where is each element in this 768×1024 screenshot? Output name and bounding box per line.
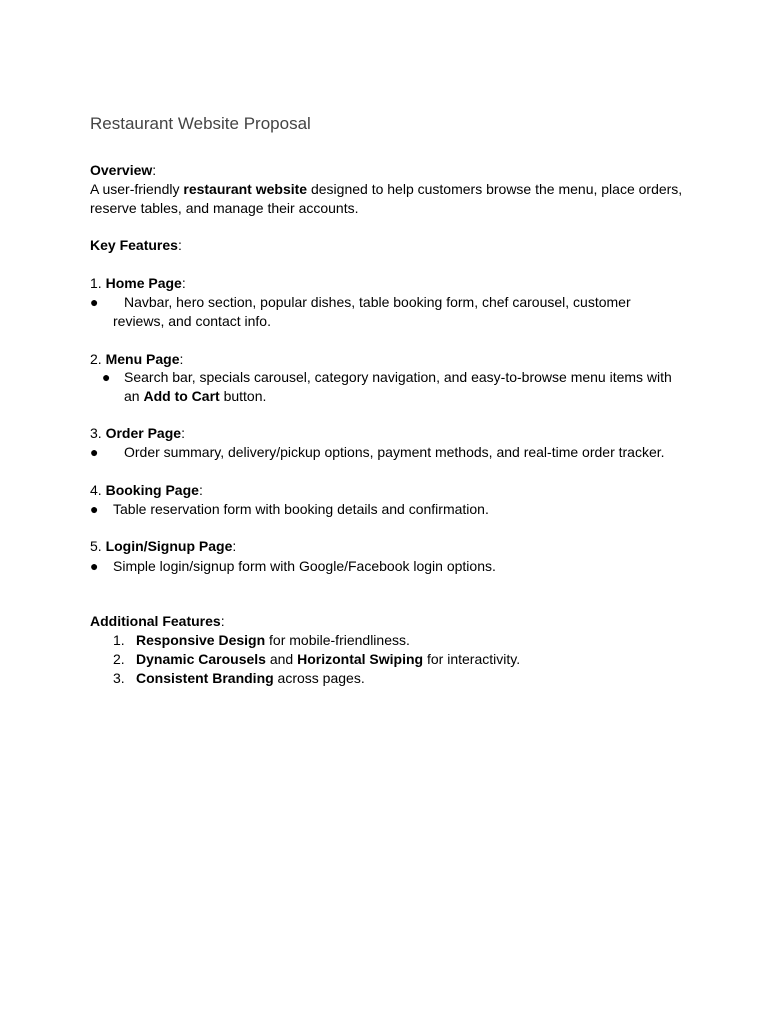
menu-page-desc-text: an [124,388,144,404]
section-name: Login/Signup Page [105,538,233,554]
home-page-desc-line-1: Navbar, hero section, popular dishes, table booking form, chef carousel, customer [124,294,631,310]
section-number: 4. [90,482,106,498]
additional-item-text: for interactivity. [423,651,521,667]
additional-item-text: across pages. [273,670,365,686]
overview-heading-line [90,161,156,180]
colon: : [198,482,203,498]
bullet-icon: ● [102,369,111,385]
section-name: Booking Page [105,482,199,498]
section-heading-order [90,424,185,443]
section-heading-login [90,537,236,556]
additional-item-text: and [265,651,298,667]
colon: : [177,237,182,253]
overview-text: A user-friendly [90,181,184,197]
additional-item-number: 2. [113,651,125,667]
additional-features-heading-line [90,612,225,631]
home-page-desc-line-2: reviews, and contact info. [113,313,271,329]
section-number: 5. [90,538,106,554]
additional-item-bold: Responsive Design [136,632,266,648]
document-title: Restaurant Website Proposal [90,114,311,133]
order-page-desc-line-1: Order summary, delivery/pickup options, payment methods, and real-time order tracker. [124,444,665,460]
section-name: Menu Page [105,351,180,367]
colon: : [152,162,157,178]
additional-item-bold: Consistent Branding [136,670,274,686]
overview-text-line-2: reserve tables, and manage their accounts. [90,200,359,216]
additional-item [136,650,520,669]
additional-item-number: 3. [113,670,125,686]
section-number: 3. [90,425,106,441]
section-heading-booking [90,481,203,500]
menu-page-desc-text: button. [219,388,267,404]
bullet-icon: ● [90,501,99,517]
key-features-heading: Key Features [90,237,178,253]
colon: : [181,425,185,441]
section-heading-home [90,274,186,293]
add-to-cart-label: Add to Cart [143,388,220,404]
key-features-heading-line [90,236,182,255]
bullet-icon: ● [90,444,99,460]
additional-features-heading: Additional Features [90,613,221,629]
login-page-desc-line-1: Simple login/signup form with Google/Facebook login options. [113,558,496,574]
additional-item [136,669,365,688]
bullet-icon: ● [90,558,99,574]
section-number: 1. [90,275,106,291]
colon: : [179,351,184,367]
overview-bold: restaurant website [183,181,308,197]
overview-text: designed to help customers browse the menu, place orders, [307,181,683,197]
additional-item-bold: Horizontal Swiping [297,651,424,667]
overview-heading: Overview [90,162,153,178]
section-heading-menu [90,350,183,369]
bullet-icon: ● [90,294,99,310]
additional-item-number: 1. [113,632,125,648]
additional-item-bold: Dynamic Carousels [136,651,266,667]
menu-page-desc-line-2 [124,387,266,406]
overview-text-line-1 [90,180,682,199]
menu-page-desc-line-1: Search bar, specials carousel, category navigation, and easy-to-browse menu items with [124,369,672,385]
colon: : [220,613,225,629]
colon: : [232,538,237,554]
additional-item-text: for mobile-friendliness. [265,632,410,648]
section-name: Home Page [105,275,182,291]
colon: : [181,275,186,291]
section-number: 2. [90,351,106,367]
booking-page-desc-line-1: Table reservation form with booking details and confirmation. [113,501,489,517]
additional-item [136,631,410,650]
section-name: Order Page [105,425,182,441]
